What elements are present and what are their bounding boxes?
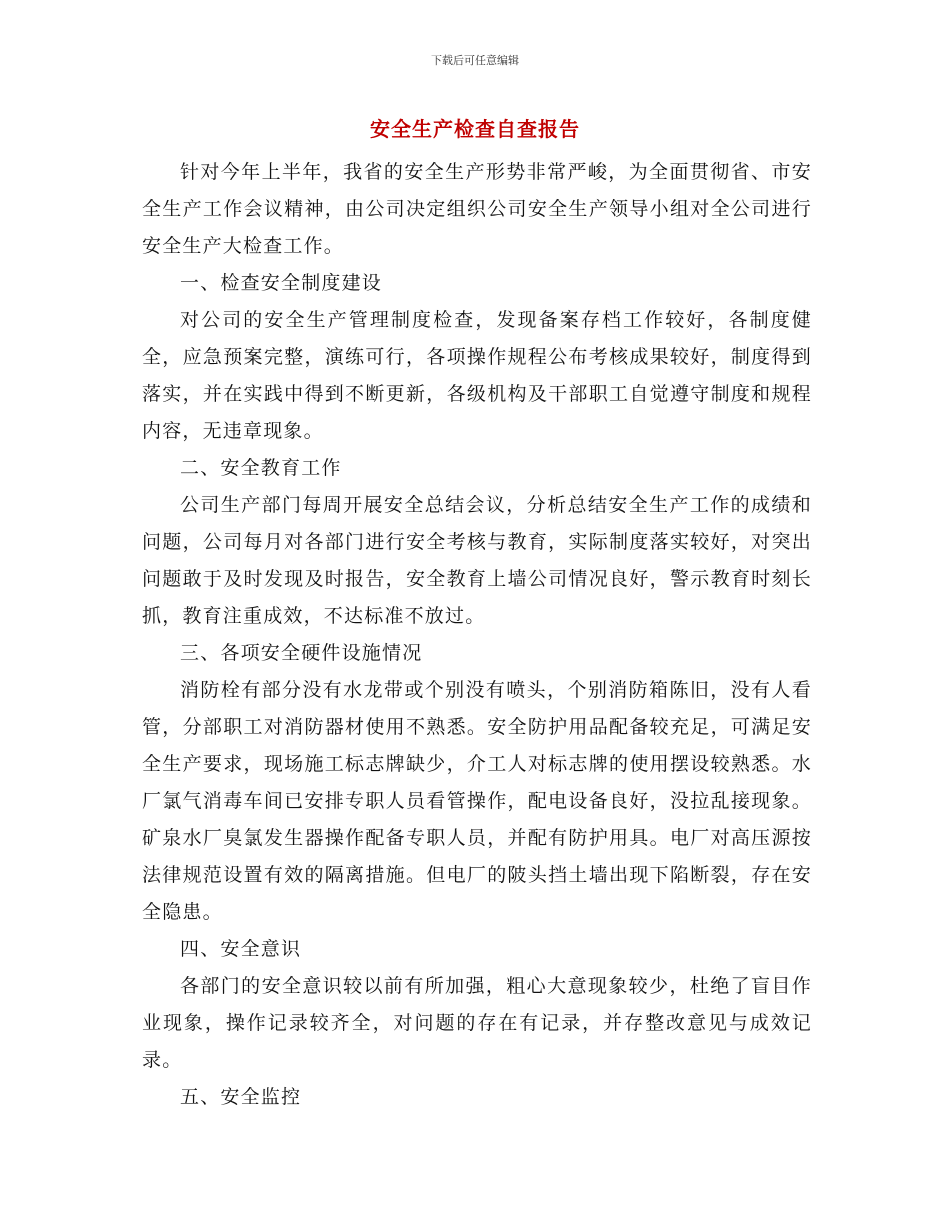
document-title: 安全生产检查自查报告: [370, 117, 580, 141]
section-heading-5: 五、安全监控: [180, 1086, 302, 1108]
header-note: 下载后可任意编辑: [431, 54, 519, 67]
section-paragraph-1: 对公司的安全生产管理制度检查，发现备案存档工作较好，各制度健全，应急预案完整，演练可行，各项操作规程公布考核成果较好，制度得到落实，并在实践中得到不断更新，各级机构及干部职工自觉遵守制度和规程内容，无违章现象。: [142, 309, 812, 442]
intro-paragraph: 针对今年上半年，我省的安全生产形势非常严峻，为全面贯彻省、市安全生产工作会议精神，由公司决定组织公司安全生产领导小组对全公司进行安全生产大检查工作。: [142, 161, 812, 257]
section-paragraph-2: 公司生产部门每周开展安全总结会议，分析总结安全生产工作的成绩和问题，公司每月对各部门进行安全考核与教育，实际制度落实较好，对突出问题敢于及时发现及时报告，安全教育上墙公司情况良好，警示教育时刻长抓，教育注重成效，不达标准不放过。: [142, 494, 812, 627]
section-heading-1: 一、检查安全制度建设: [180, 272, 383, 294]
document-body: [142, 154, 812, 1116]
section-heading-4: 四、安全意识: [180, 938, 302, 960]
section-heading-3: 三、各项安全硬件设施情况: [180, 642, 423, 664]
section-paragraph-4: 各部门的安全意识较以前有所加强，粗心大意现象较少，杜绝了盲目作业现象，操作记录较齐全，对问题的存在有记录，并存整改意见与成效记录。: [142, 975, 812, 1071]
section-heading-2: 二、安全教育工作: [180, 457, 342, 479]
section-paragraph-3: 消防栓有部分没有水龙带或个别没有喷头，个别消防箱陈旧，没有人看管，分部职工对消防器材使用不熟悉。安全防护用品配备较充足，可满足安全生产要求，现场施工标志牌缺少，介工人对标志牌的使用摆设较熟悉。水厂氯气消毒车间已安排专职人员看管操作，配电设备良好，没拉乱接现象。矿泉水厂臭氯发生器操作配备专职人员，并配有防护用具。电厂对高压源按法律规范设置有效的隔离措施。但电厂的陂头挡土墙出现下陷断裂，存在安全隐患。: [142, 679, 812, 923]
